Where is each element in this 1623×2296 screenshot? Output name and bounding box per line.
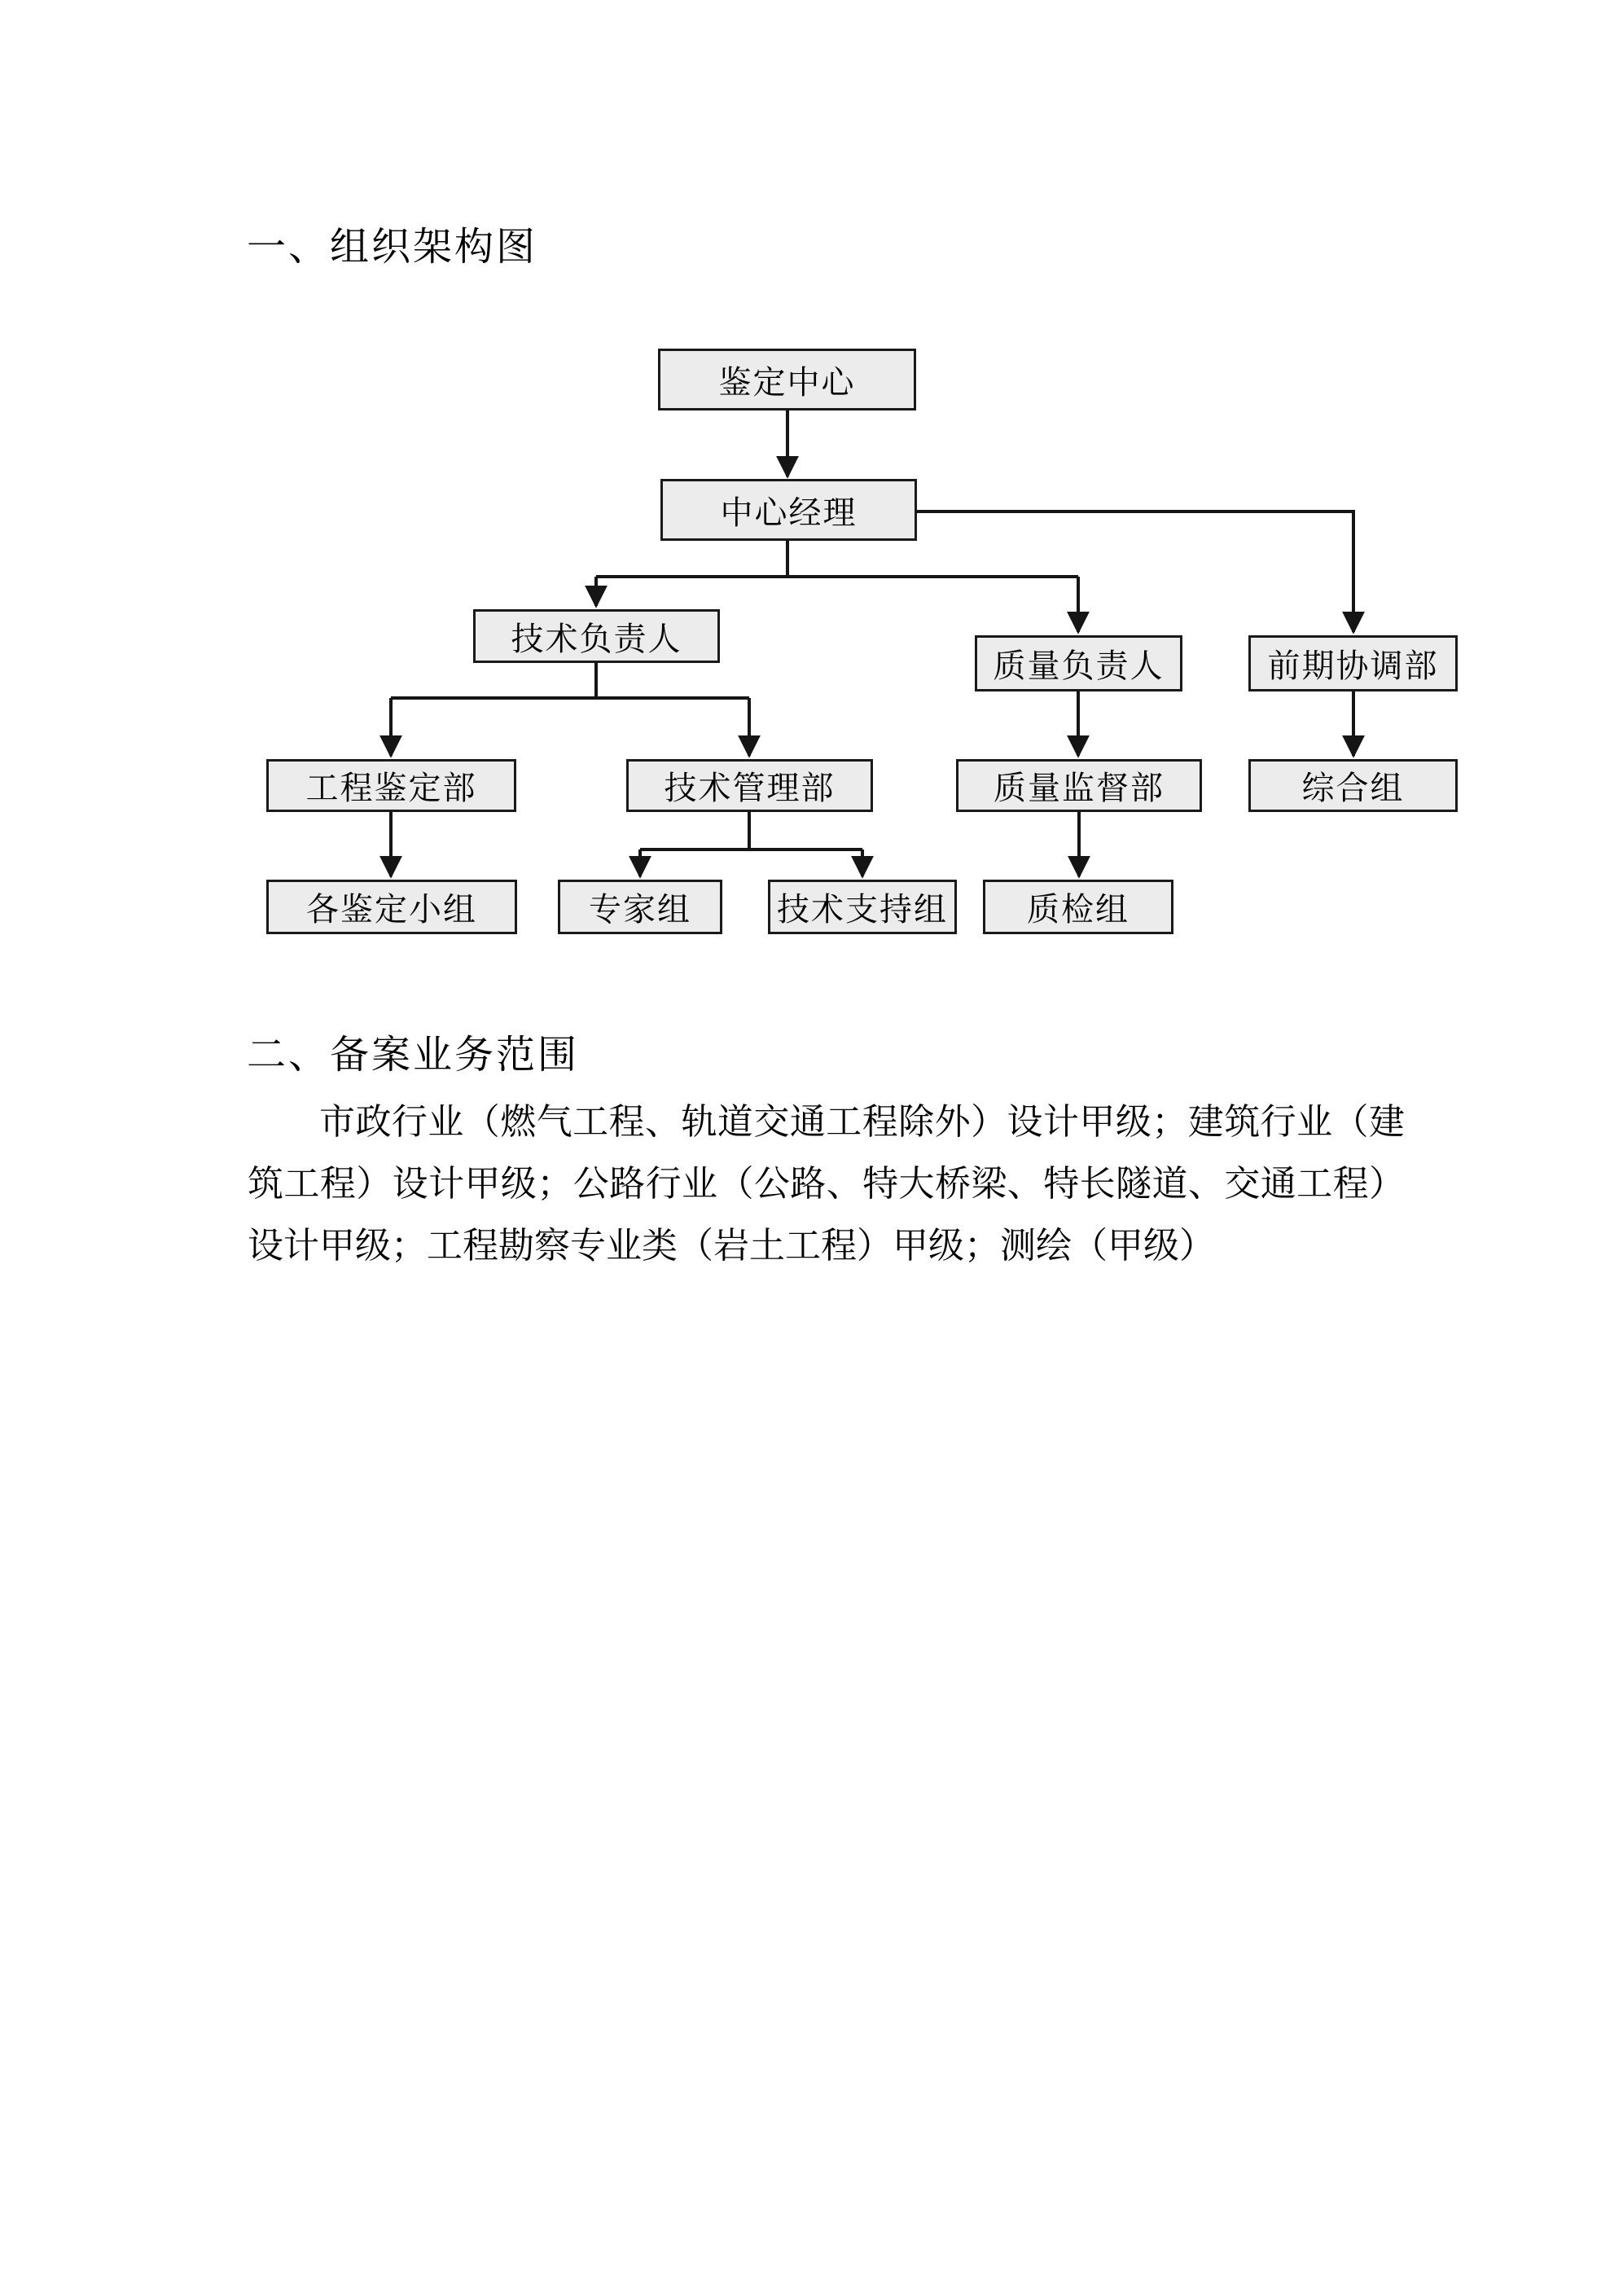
org-node-center-manager: 中心经理 [660,479,917,541]
org-node-technical-management-dept: 技术管理部 [626,759,873,812]
org-node-technical-support-group: 技术支持组 [768,880,957,934]
section-1-heading: 一、组织架构图 [247,226,538,269]
org-node-technical-director: 技术负责人 [473,609,720,663]
org-node-quality-director: 质量负责人 [975,635,1182,691]
org-node-engineering-appraisal-dept: 工程鉴定部 [266,759,516,812]
org-node-general-group: 综合组 [1248,759,1458,812]
business-scope-paragraph: 市政行业（燃气工程、轨道交通工程除外）设计甲级；建筑行业（建筑工程）设计甲级；公路行业（公路、特大桥梁、特长隧道、交通工程）设计甲级；工程勘察专业类（岩土工程）甲级；测绘（甲级） [248,1102,1405,1266]
org-node-appraisal-center: 鉴定中心 [658,349,916,410]
org-node-expert-group: 专家组 [558,880,722,934]
org-node-preliminary-coordination-dept: 前期协调部 [1248,635,1458,691]
org-node-quality-supervision-dept: 质量监督部 [956,759,1202,812]
org-node-appraisal-teams: 各鉴定小组 [266,880,517,934]
org-node-quality-inspection-group: 质检组 [983,880,1173,934]
section-2-heading: 二、备案业务范围 [247,1034,580,1077]
connector-to-preliminary-coordination [917,511,1353,632]
